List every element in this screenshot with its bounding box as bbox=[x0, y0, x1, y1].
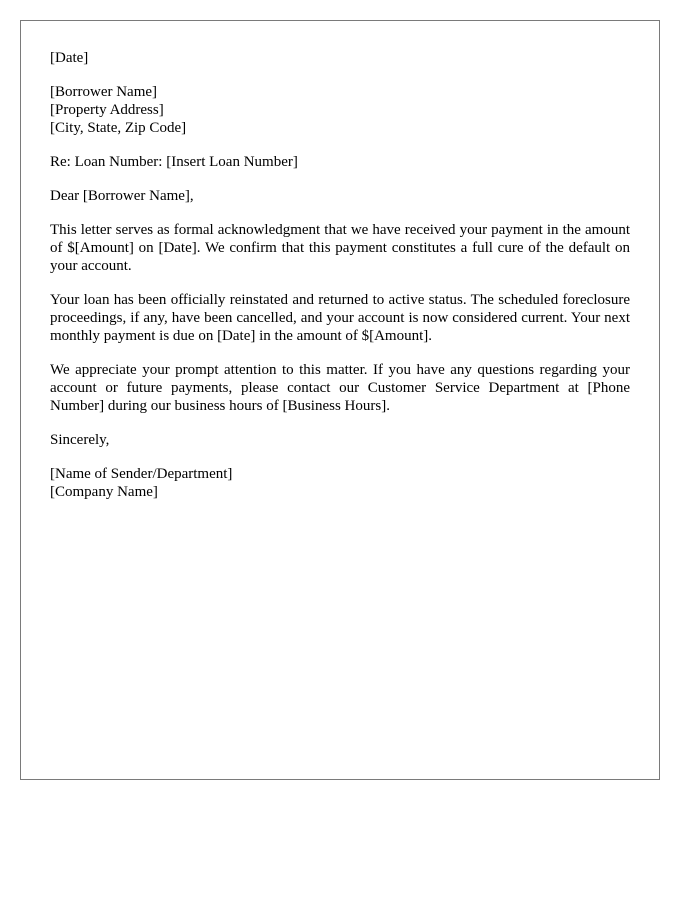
date-text: [Date] bbox=[50, 50, 89, 66]
closing-text: Sincerely, bbox=[50, 432, 110, 448]
recipient-address-block bbox=[50, 83, 630, 137]
recipient-city-state-zip: [City, State, Zip Code] bbox=[50, 120, 187, 136]
reference-line bbox=[50, 153, 630, 171]
closing bbox=[50, 431, 630, 449]
signature-block bbox=[50, 465, 630, 501]
body-paragraph-loan-reinstated: Your loan has been officially reinstated and returned to active status. The scheduled foreclosure proceedings, if any, have been cancelled, and your account is now considered current. Your next monthly payment is due on [Date] in the amount of $[Amount]. bbox=[50, 292, 630, 344]
letter-date bbox=[50, 49, 630, 67]
loan-number-reference: Re: Loan Number: [Insert Loan Number] bbox=[50, 154, 298, 170]
salutation-text: Dear [Borrower Name], bbox=[50, 188, 194, 204]
body-paragraph-contact-info: We appreciate your prompt attention to this matter. If you have any questions regarding your account or future payments, please contact our Customer Service Department at [Phone Number] during our business hours of [Business Hours]. bbox=[50, 362, 630, 414]
sender-name: [Name of Sender/Department] bbox=[50, 466, 233, 482]
company-name: [Company Name] bbox=[50, 484, 158, 500]
salutation bbox=[50, 187, 630, 205]
recipient-property-address: [Property Address] bbox=[50, 102, 164, 118]
recipient-name: [Borrower Name] bbox=[50, 84, 158, 100]
letter-page bbox=[20, 20, 660, 780]
body-paragraph-payment-received: This letter serves as formal acknowledgment that we have received your payment in the amount of $[Amount] on [Date]. We confirm that this payment constitutes a full cure of the default on your account. bbox=[50, 222, 630, 274]
